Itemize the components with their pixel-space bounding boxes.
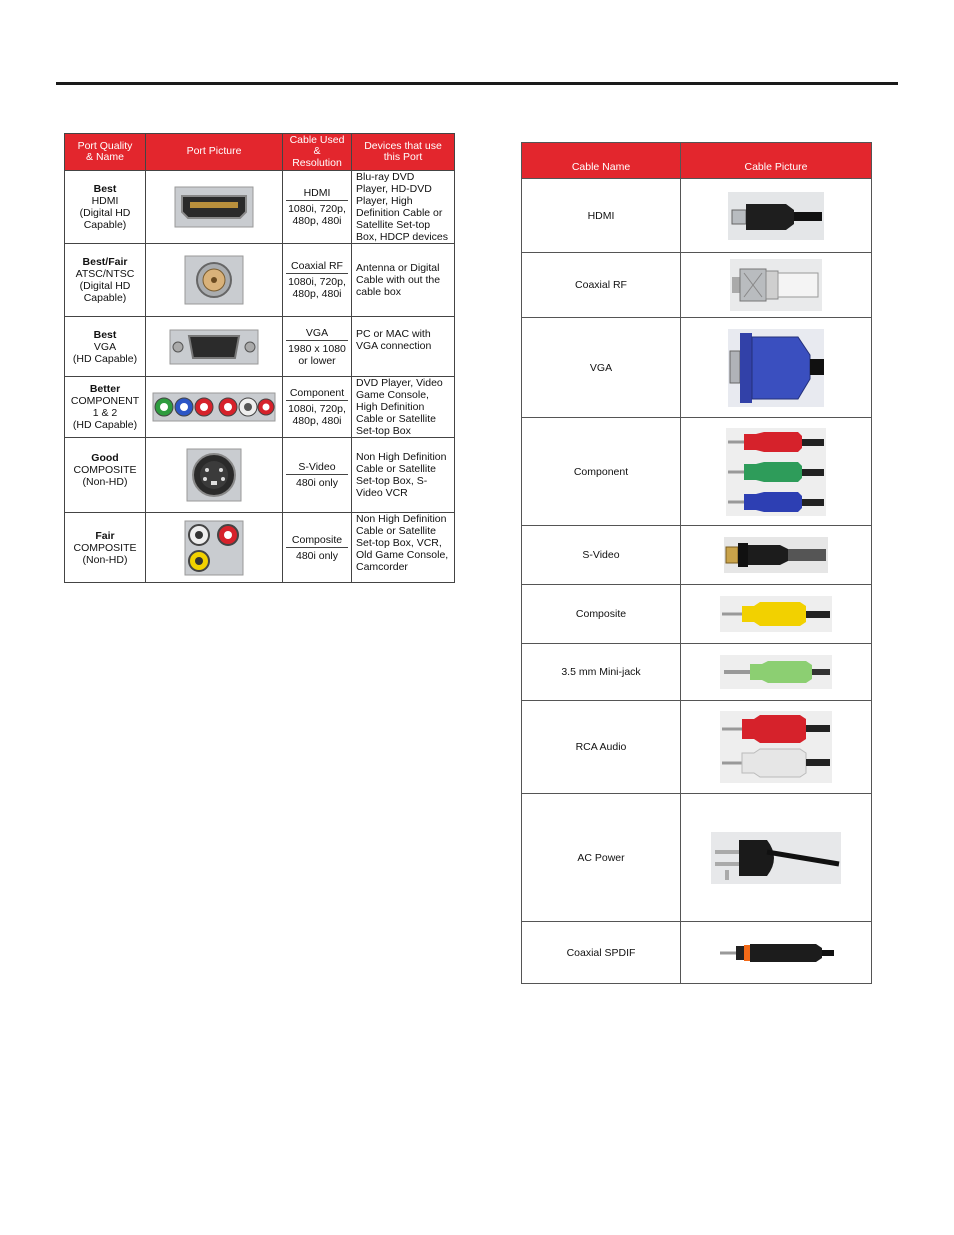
table-row (522, 253, 872, 318)
cable-name-cell: HDMI (522, 179, 681, 253)
cable-name-cell: AC Power (522, 794, 681, 922)
cable-name-cell: Coaxial RF (522, 253, 681, 318)
table-row (65, 244, 455, 317)
component-ports-icon (152, 392, 276, 422)
ports-table (64, 133, 455, 583)
cable-picture-cell (681, 644, 872, 701)
cable-picture-cell (681, 922, 872, 984)
hdmi-cable-icon (728, 192, 824, 240)
s-video-port-icon (186, 448, 242, 502)
header-cable-picture: Cable Picture (681, 143, 872, 179)
header-port-picture: Port Picture (146, 134, 283, 171)
header-port-quality: Port Quality & Name (65, 134, 146, 171)
table-row (522, 644, 872, 701)
cable-name-cell: Composite (522, 585, 681, 644)
composite-ports-icon (184, 520, 244, 576)
header-devices: Devices that use this Port (352, 134, 455, 171)
port-quality-cell: Better COMPONENT 1 & 2 (HD Capable) (65, 377, 146, 438)
port-quality-cell: Best HDMI (Digital HD Capable) (65, 171, 146, 244)
cable-picture-cell (681, 585, 872, 644)
ports-header-row (65, 134, 455, 171)
table-row (522, 701, 872, 794)
hdmi-port-icon (174, 186, 254, 228)
devices-cell: Non High Definition Cable or Satellite Set-top Box, S- Video VCR (352, 438, 455, 513)
cable-picture-cell (681, 318, 872, 418)
devices-cell: Antenna or Digital Cable with out the cable box (352, 244, 455, 317)
cable-picture-cell (681, 701, 872, 794)
cable-picture-cell (681, 794, 872, 922)
port-picture-cell (146, 377, 283, 438)
port-quality-cell: Good COMPOSITE (Non-HD) (65, 438, 146, 513)
top-rule (56, 82, 898, 85)
vga-cable-icon (728, 329, 824, 407)
port-quality-cell: Fair COMPOSITE (Non-HD) (65, 513, 146, 583)
port-picture-cell (146, 317, 283, 377)
vga-port-icon (169, 329, 259, 365)
port-picture-cell (146, 171, 283, 244)
cable-used-cell: S-Video 480i only (283, 438, 352, 513)
mini-jack-cable-icon (720, 655, 832, 689)
table-row (522, 585, 872, 644)
cable-picture-cell (681, 253, 872, 318)
composite-cable-icon (720, 596, 832, 632)
table-row (65, 171, 455, 244)
ac-power-cable-icon (711, 832, 841, 884)
port-picture-cell (146, 244, 283, 317)
coaxial-spdif-cable-icon (716, 938, 836, 968)
port-picture-cell (146, 513, 283, 583)
port-picture-cell (146, 438, 283, 513)
table-row (522, 418, 872, 526)
cable-name-cell: Coaxial SPDIF (522, 922, 681, 984)
table-row (65, 317, 455, 377)
table-row (65, 438, 455, 513)
cable-used-cell: VGA 1980 x 1080 or lower (283, 317, 352, 377)
table-row (65, 513, 455, 583)
component-cable-icon (726, 428, 826, 516)
cable-used-cell: Composite 480i only (283, 513, 352, 583)
table-row (522, 922, 872, 984)
cable-name-cell: Component (522, 418, 681, 526)
cable-name-cell: RCA Audio (522, 701, 681, 794)
port-quality-cell: Best VGA (HD Capable) (65, 317, 146, 377)
cable-picture-cell (681, 526, 872, 585)
cable-used-cell: Component 1080i, 720p, 480p, 480i (283, 377, 352, 438)
cable-name-cell: S-Video (522, 526, 681, 585)
devices-cell: Non High Definition Cable or Satellite Set-top Box, VCR, Old Game Console, Camcorder (352, 513, 455, 583)
header-cable-name: Cable Name (522, 143, 681, 179)
table-row (522, 179, 872, 253)
table-row (522, 794, 872, 922)
table-row (522, 526, 872, 585)
cable-used-cell: HDMI 1080i, 720p, 480p, 480i (283, 171, 352, 244)
cable-picture-cell (681, 179, 872, 253)
coaxial-rf-cable-icon (730, 259, 822, 311)
port-quality-cell: Best/Fair ATSC/NTSC (Digital HD Capable) (65, 244, 146, 317)
header-cable-used: Cable Used & Resolution (283, 134, 352, 171)
cable-picture-cell (681, 418, 872, 526)
devices-cell: DVD Player, Video Game Console, High Definition Cable or Satellite Set-top Box (352, 377, 455, 438)
s-video-cable-icon (724, 537, 828, 573)
rca-audio-cable-icon (720, 711, 832, 783)
cables-header-row (522, 143, 872, 179)
devices-cell: Blu-ray DVD Player, HD-DVD Player, High Definition Cable or Satellite Set-top Box, HDCP devices (352, 171, 455, 244)
cable-name-cell: 3.5 mm Mini-jack (522, 644, 681, 701)
coaxial-port-icon (184, 255, 244, 305)
table-row (65, 377, 455, 438)
cables-table (521, 142, 872, 984)
table-row (522, 318, 872, 418)
cable-name-cell: VGA (522, 318, 681, 418)
cable-used-cell: Coaxial RF 1080i, 720p, 480p, 480i (283, 244, 352, 317)
devices-cell: PC or MAC with VGA connection (352, 317, 455, 377)
